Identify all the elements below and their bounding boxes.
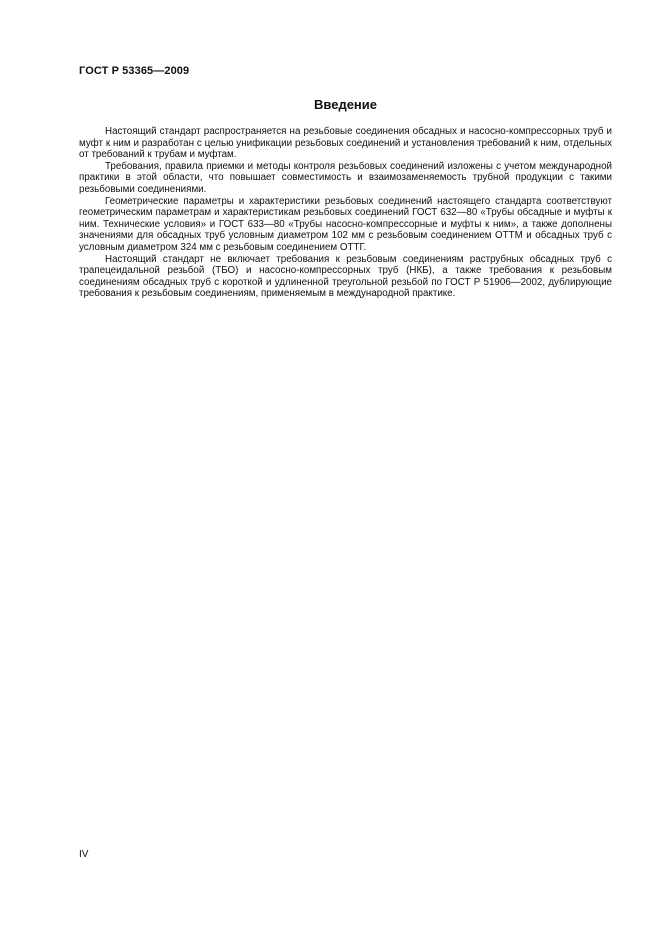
section-title: Введение [314,97,377,112]
paragraph-geometric-parameters: Геометрические параметры и характеристики резьбовых соединений настоящего стандарта соответствуют геометрическим параметрам и характеристикам резьбовых соединений ГОСТ 632—80 «Трубы обсадные и муфты к ним. Технические условия» и ГОСТ 633—80 «Трубы насосно-компрессорные и муфты к ним», а также дополнены значениями для обсадных труб условным диаметром 102 мм с резьбовым соединением ОТТМ и обсадных труб с условным диаметром 324 мм с резьбовым соединением ОТТГ. [79,195,612,253]
page-number: IV [79,849,89,860]
document-code: ГОСТ Р 53365—2009 [79,65,190,77]
body-text [79,126,612,300]
paragraph-exclusions: Настоящий стандарт не включает требования к резьбовым соединениям раструбных обсадных труб с трапецеидальной резьбой (ТБО) и насосно-компрессорных труб (НКБ), а также требования к резьбовым соединениям обсадных труб с короткой и удлиненной треугольной резьбой по ГОСТ Р 51906—2002, дублирующие требования к резьбовым соединениям, применяемым в международной практике. [79,253,612,300]
paragraph-requirements: Требования, правила приемки и методы контроля резьбовых соединений изложены с учетом международной практики в этой области, что повышает совместимость и взаимозаменяемость трубной продукции с такими резьбовыми соединениями. [79,160,612,195]
paragraph-scope: Настоящий стандарт распространяется на резьбовые соединения обсадных и насосно-компрессорных труб и муфт к ним и разработан с целью унификации резьбовых соединений и установления требований к ним, отдельных от требований к трубам и муфтам. [79,126,612,161]
